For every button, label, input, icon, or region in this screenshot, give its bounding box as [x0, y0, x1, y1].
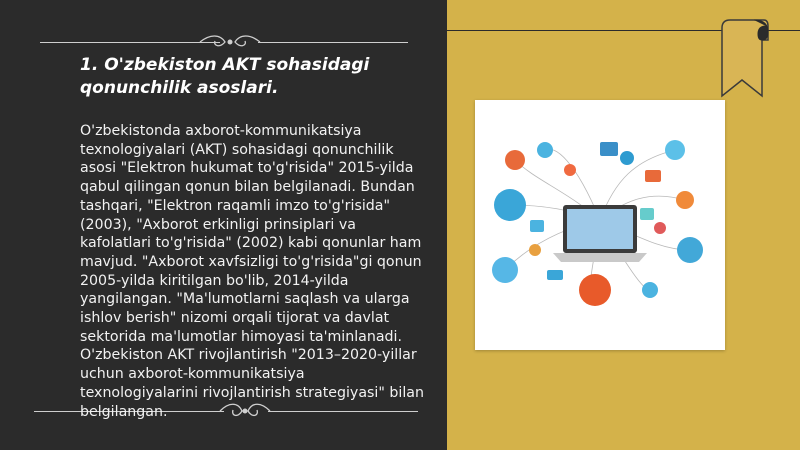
- slide-body-text: O'zbekistonda axborot-kommunikatsiya texnologiyalari (AKT) sohasidagi qonunchilik asosi "Elektron hukumat to'g'risida" 2015-yilda qabul qilingan qonun bilan belgilanadi. Bundan tashqari, "Elektron raqamli imzo to'g'risida" (2003), "Axborot erkinligi prinsiplari va kafolatlari to'g'risida" (2002) kabi qonunlar ham mavjud. "Axborot xavfsizligi to'g'risida"gi qonun 2005-yilda kiritilgan bo'lib, 2014-yilda yangilangan. "Ma'lumotlarni saqlash va ularga ishlov berish" nizomi orqali tijorat va davlat sektorida ma'lumotlar himoyasi ta'minlanadi. O'zbekiston AKT rivojlantirish "2013–2020-yillar uchun axborot-kommunikatsiya texnologiyalarini rivojlantirish strategiyasi" bilan belgilangan.: [80, 123, 424, 420]
- top-ornament-line-left: [40, 42, 220, 43]
- top-ornament-line-right: [258, 42, 408, 43]
- illustration-card: [475, 100, 725, 350]
- laptop-network-illustration: [475, 100, 725, 350]
- slide-title: 1. O'zbekiston AKT sohasidagi qonunchilik asoslari.: [80, 55, 370, 98]
- top-flourish-icon: [195, 32, 265, 52]
- bookmark-ribbon-icon: [718, 18, 770, 98]
